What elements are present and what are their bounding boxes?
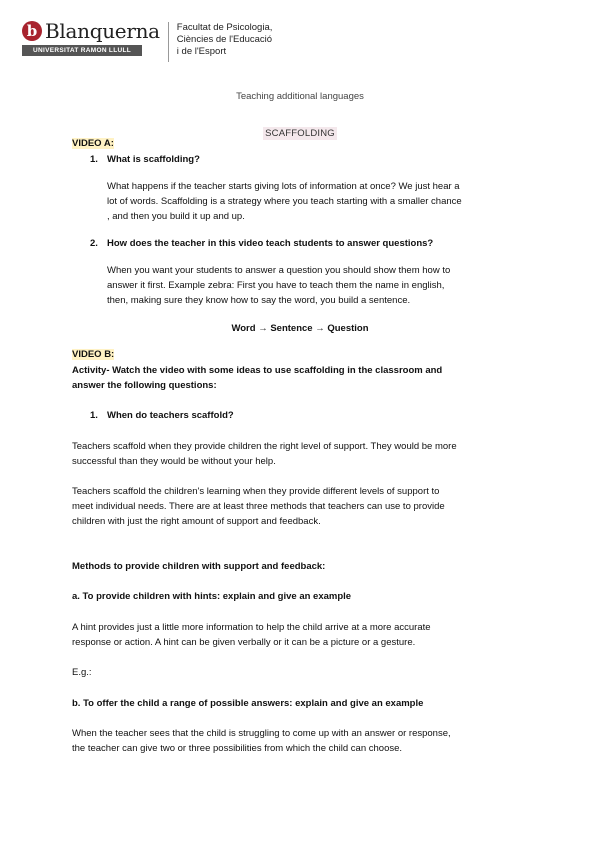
- example-label: E.g.:: [72, 667, 92, 678]
- question-a2: 2. How does the teacher in this video teach students to answer questions?: [90, 238, 434, 249]
- paragraph-b2: Teachers scaffold the children's learning when they provide different levels of support to meet individual needs. There are at least three methods that teachers can use to provide children with just the right amount of support and feedback.: [72, 486, 445, 527]
- header: [22, 20, 272, 64]
- university-logo: [22, 20, 160, 56]
- video-b-label: VIDEO B:: [72, 349, 115, 360]
- answer-a2: When you want your students to answer a question you should show them how to answer it first. Example zebra: First you have to teach them the name in english, then, making sure they know how to say the word, you build a sentence.: [107, 265, 451, 306]
- faculty-name: Facultat de Psicologia, Ciències de l'Educació i de l'Esport: [176, 22, 273, 57]
- method-a-heading: a. To provide children with hints: explain and give an example: [72, 591, 352, 602]
- method-b-heading: b. To offer the child a range of possible answers: explain and give an example: [72, 698, 424, 709]
- paragraph-b1: Teachers scaffold when they provide children the right level of support. They would be more successful than they would be without your help.: [72, 441, 457, 467]
- page-title: SCAFFOLDING: [265, 128, 335, 139]
- method-a-text: A hint provides just a little more information to help the child arrive at a more accurate response or action. A hint can be given verbally or it can be a picture or a gesture.: [72, 622, 431, 648]
- answer-a1: What happens if the teacher starts giving lots of information at once? We just hear a lot of words. Scaffolding is a strategy where you teach starting with a smaller chance , and then you build it up and up.: [107, 181, 462, 222]
- question-b1: 1. When do teachers scaffold?: [90, 410, 234, 421]
- brand-name: Blanquerna: [45, 19, 160, 43]
- video-a-label: VIDEO A:: [72, 138, 114, 149]
- methods-heading: Methods to provide children with support and feedback:: [72, 561, 326, 572]
- logo-emblem: b: [22, 21, 42, 41]
- header-divider: [168, 22, 169, 62]
- activity-instructions: Activity- Watch the video with some ideas to use scaffolding in the classroom and answer the following questions:: [72, 365, 443, 391]
- subject-heading: Teaching additional languages: [236, 91, 364, 102]
- sequence-line: Word → Sentence → Question: [231, 323, 369, 334]
- question-a1: 1. What is scaffolding?: [90, 154, 200, 165]
- university-name: UNIVERSITAT RAMON LLULL: [22, 45, 142, 56]
- method-b-text: When the teacher sees that the child is struggling to come up with an answer or response, the teacher can give two or three possibilities from which the child can choose.: [72, 728, 451, 754]
